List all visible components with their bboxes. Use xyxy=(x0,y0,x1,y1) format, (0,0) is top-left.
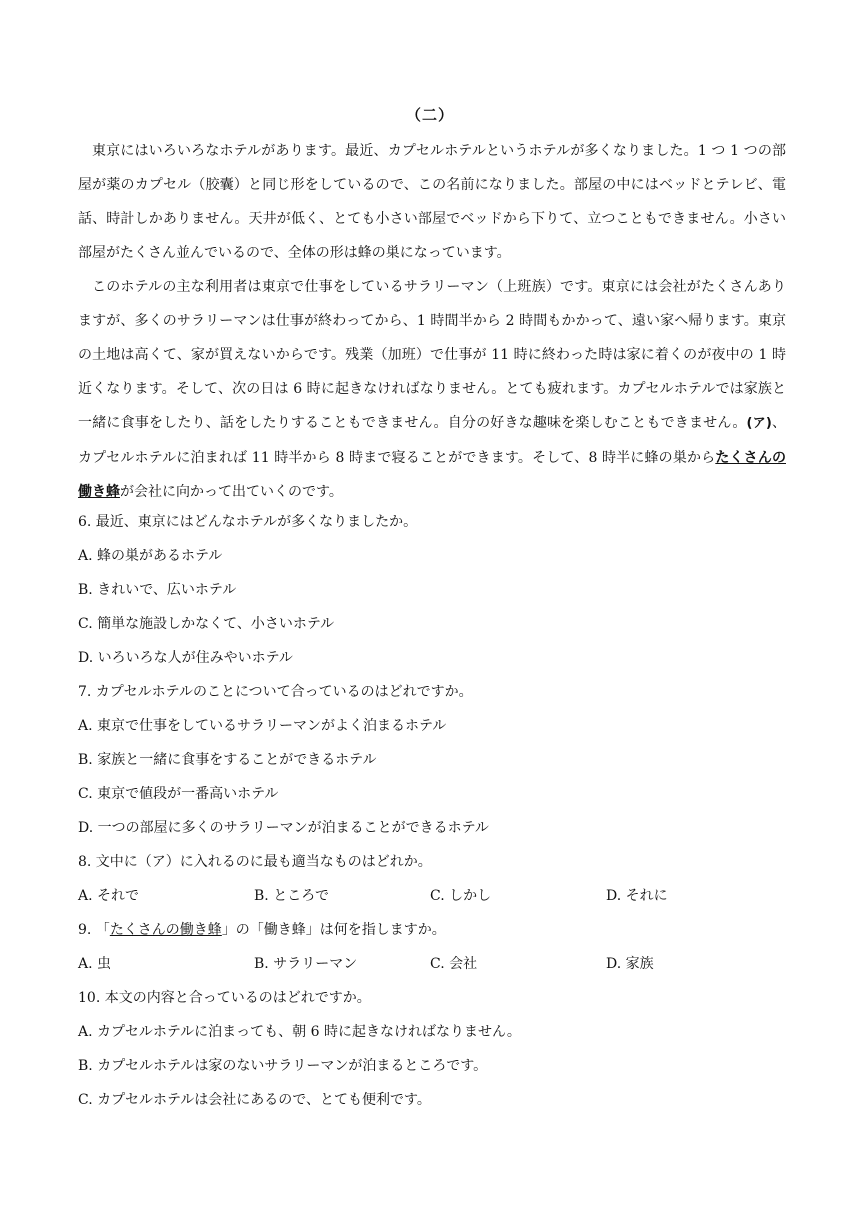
question-7-option-a: A. 東京で仕事をしているサラリーマンがよく泊まるホテル xyxy=(78,718,447,734)
question-8-option-a: A. それで xyxy=(78,888,140,904)
question-9-option-b: B. サラリーマン xyxy=(254,956,358,972)
question-7-stem: 7. カプセルホテルのことについて合っているのはどれですか。 xyxy=(78,684,473,700)
blank-marker-a: (ア) xyxy=(746,416,772,431)
question-9-option-d: D. 家族 xyxy=(606,956,654,972)
question-9-option-a: A. 虫 xyxy=(78,956,112,972)
question-10-option-b: B. カプセルホテルは家のないサラリーマンが泊まるところです。 xyxy=(78,1058,488,1074)
passage-paragraph-2-text-b: 、カプセルホテルに泊まれば 11 時半から 8 時まで寝ることができます。そして、8 時半に蜂の巣から xyxy=(78,415,787,466)
question-8-option-d: D. それに xyxy=(606,888,668,904)
question-9-stem xyxy=(78,913,786,947)
underlined-phrase-hatarakibachi: たくさんの働き蜂 xyxy=(78,450,786,500)
question-10-option-c: C. カプセルホテルは会社にあるので、とても便利です。 xyxy=(78,1092,431,1108)
question-9-stem-suffix: 」の「働き蜂」は何を指しますか。 xyxy=(221,922,446,938)
question-8-option-b: B. ところで xyxy=(254,888,330,904)
question-8-option-c: C. しかし xyxy=(430,888,492,904)
section-title: （二） xyxy=(405,106,454,124)
question-6-option-a: A. 蜂の巣があるホテル xyxy=(78,548,223,564)
question-8-stem: 8. 文中に（ア）に入れるのに最も適当なものはどれか。 xyxy=(78,854,432,870)
question-8-options xyxy=(78,879,786,913)
question-9-option-c: C. 会社 xyxy=(430,956,478,972)
question-10-option-a: A. カプセルホテルに泊まっても、朝 6 時に起きなければなりません。 xyxy=(78,1024,521,1040)
passage-paragraph-1: 東京にはいろいろなホテルがあります。最近、カプセルホテルというホテルが多くなりました。1 つ 1 つの部屋が薬のカプセル（胶囊）と同じ形をしているので、この名前になりました。部屋の中にはベッドとテレビ、電話、時計しかありません。天井が低く、とても小さい部屋でベッドから下りて、立つこともできません。小さい部屋がたくさん並んでいるので、全体の形は蜂の巣になっています。 xyxy=(78,143,786,261)
question-9-options xyxy=(78,947,786,981)
question-9-underlined-phrase: たくさんの働き蜂 xyxy=(109,922,222,938)
question-6-option-d: D. いろいろな人が住みやいホテル xyxy=(78,650,293,666)
passage-paragraph-2-text-c: が会社に向かって出ていくのです。 xyxy=(120,484,343,500)
question-7-option-c: C. 東京で値段が一番高いホテル xyxy=(78,786,279,802)
question-6-option-b: B. きれいで、広いホテル xyxy=(78,582,237,598)
question-6-stem: 6. 最近、東京にはどんなホテルが多くなりましたか。 xyxy=(78,514,418,530)
question-7-option-d: D. 一つの部屋に多くのサラリーマンが泊まることができるホテル xyxy=(78,820,489,836)
question-list xyxy=(78,505,786,1117)
passage-paragraph-2 xyxy=(78,270,786,509)
question-9-stem-prefix: 9. 「 xyxy=(78,922,110,938)
question-10-stem: 10. 本文の内容と合っているのはどれですか。 xyxy=(78,990,371,1006)
passage-paragraph-2-text-a: このホテルの主な利用者は東京で仕事をしているサラリーマン（上班族）です。東京には会社がたくさんありますが、多くのサラリーマンは仕事が終わってから、1 時間半から 2 時間もかかって、遠い家へ帰ります。東京の土地は高くて、家が買えないからです。残業（加班）で仕事が 11 時に終わった時は家に着くのが夜中の 1 時近くなります。そして、次の日は 6 時に起きなければなりません。とても疲れます。カプセルホテルでは家族と一緒に食事をしたり、話をしたりすることもできません。自分の好きな趣味を楽しむこともできません。 xyxy=(78,279,786,431)
reading-passage xyxy=(78,134,786,509)
question-7-option-b: B. 家族と一緒に食事をすることができるホテル xyxy=(78,752,377,768)
question-6-option-c: C. 簡単な施設しかなくて、小さいホテル xyxy=(78,616,335,632)
